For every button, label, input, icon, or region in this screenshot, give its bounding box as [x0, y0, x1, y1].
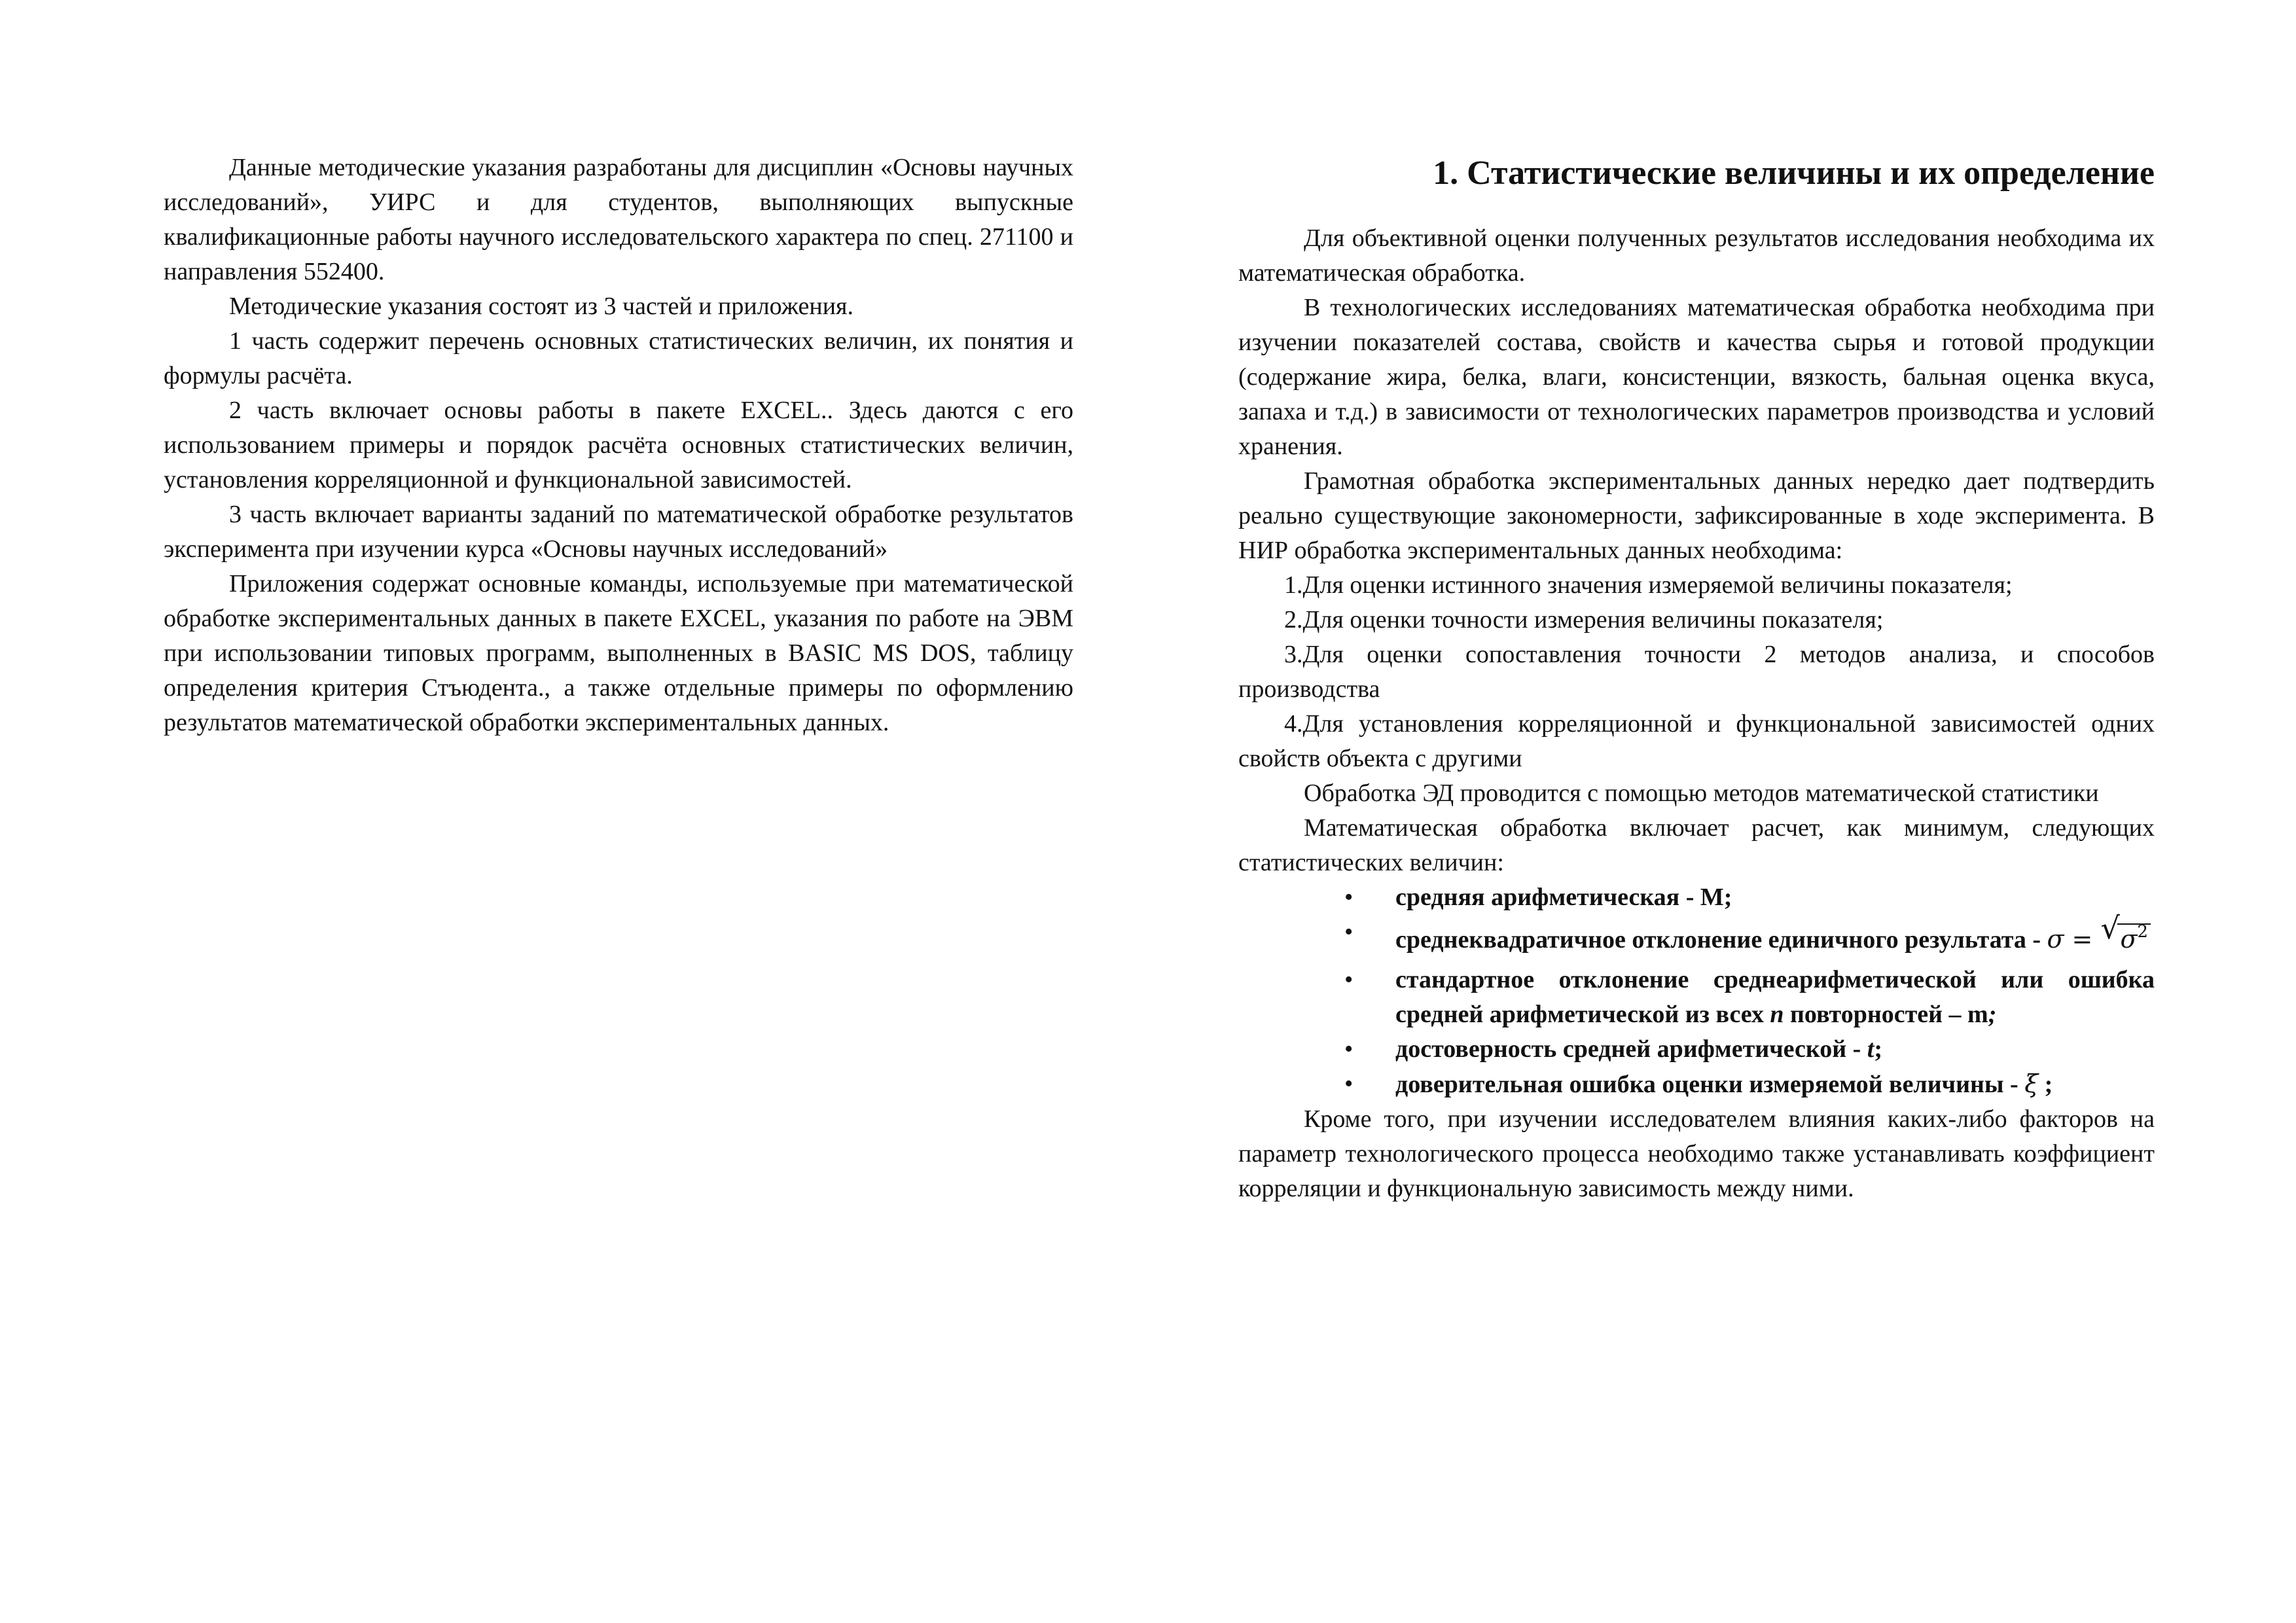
numbered-item-4: 4.Для установления корреляционной и функциональной зависимостей одних свойств объекта с другими: [1238, 710, 2155, 772]
left-paragraph-4: 2 часть включает основы работы в пакете EXCEL.. Здесь даются с его использованием примеры и порядок расчёта основных статистических величин, установления корреляционной и функциональной зависимостей.: [164, 397, 1073, 493]
intro-paragraph-1: Для объективной оценки полученных результатов исследования необходима их математическая обработка.: [1238, 224, 2155, 287]
left-paragraph-1: Данные методические указания разработаны для дисциплин «Основы научных исследований», УИРС и для студентов, выполняющих выпускные квалификационные работы научного исследовательского характера по спец. 271100 и направления 552400.: [164, 154, 1073, 285]
bullet-text-confidence-error: доверительная ошибка оценки измеряемой величины -: [1395, 1071, 2025, 1098]
bullet-dot-icon: •: [1344, 1035, 1354, 1063]
intro-paragraph-3: Грамотная обработка экспериментальных данных нередко дает подтвердить реально существующие закономерности, зафиксированные в ходе эксперимента. В НИР обработка экспериментальных данных необходима:: [1238, 467, 2155, 564]
numbered-item-3: 3.Для оценки сопоставления точности 2 методов анализа, и способов производства: [1238, 641, 2155, 703]
n-symbol: n: [1770, 1001, 1784, 1028]
bullet-text-reliability: достоверность средней арифметической -: [1395, 1035, 1867, 1063]
bullet-item-std-deviation: [1344, 910, 2155, 957]
statistics-bullet-list: [1238, 880, 2155, 1102]
bullet-text-standard-error-end: повторностей – m: [1784, 1001, 1988, 1028]
left-paragraph-3: 1 часть содержит перечень основных статистических величин, их понятия и формулы расчёта.: [164, 327, 1073, 389]
bullet-item-standard-error: [1344, 963, 2155, 1032]
xi-symbol: ξ: [2024, 1069, 2039, 1098]
numbered-item-2: 2.Для оценки точности измерения величины показателя;: [1284, 606, 1884, 633]
bullet-text-confidence-error-end: ;: [2038, 1071, 2053, 1098]
bullet-dot-icon: •: [1344, 1070, 1354, 1097]
left-paragraph-2: Методические указания состоят из 3 частей и приложения.: [229, 293, 854, 320]
bullet-text-mean: средняя арифметическая - М;: [1395, 883, 1732, 911]
calculation-paragraph: Математическая обработка включает расчет, как минимум, следующих статистических величин:: [1238, 814, 2155, 876]
section-heading: 1. Статистические величины и их определение: [1433, 154, 2155, 192]
bullet-item-confidence-error: [1344, 1067, 2155, 1102]
processing-paragraph: Обработка ЭД проводится с помощью методов математической статистики: [1304, 779, 2099, 807]
numbered-item-1: 1.Для оценки истинного значения измеряемой величины показателя;: [1284, 571, 2013, 599]
t-symbol: t: [1867, 1035, 1874, 1063]
bullet-dot-icon: •: [1344, 883, 1354, 911]
left-page: [164, 151, 1073, 740]
radicand-sigma: σ: [2120, 925, 2138, 954]
semicolon-italic: ;: [1988, 1001, 1997, 1028]
intro-paragraph-2: В технологических исследованиях математическая обработка необходима при изучении показателей состава, свойств и качества сырья и готовой продукции (содержание жира, белка, влаги, консистенции, вязкость, бальная оценка вкуса, запаха и т.д.) в зависимости от технологических параметров производства и условий хранения.: [1238, 294, 2155, 460]
sigma-formula-lhs: σ =: [2047, 925, 2101, 954]
left-paragraph-6: Приложения содержат основные команды, используемые при математической обработке экспериментальных данных в пакете EXCEL, указания по работе на ЭВМ при использовании типовых программ, выполненных в BASIC MS DOS, таблицу определения критерия Стъюдента., а также отдельные примеры по оформлению результатов математической обработки экспериментальных данных.: [164, 570, 1073, 736]
bullet-dot-icon: •: [1344, 918, 1354, 946]
radical-icon: √: [2100, 910, 2120, 946]
radicand: [2117, 923, 2151, 954]
bullet-text-standard-error: стандартное отклонение среднеарифметической или ошибка средней арифметической из всех: [1395, 966, 2155, 1028]
exponent: 2: [2137, 922, 2148, 942]
bullet-text-std-deviation: среднеквадратичное отклонение единичного результата -: [1395, 926, 2047, 954]
bullet-item-mean: [1344, 880, 2155, 915]
sigma-formula: [2047, 910, 2151, 954]
bullet-text-reliability-end: ;: [1874, 1035, 1883, 1063]
square-root-symbol: [2100, 910, 2151, 957]
left-paragraph-5: 3 часть включает варианты заданий по математической обработке результатов эксперимента при изучении курса «Основы научных исследований»: [164, 501, 1073, 563]
bullet-dot-icon: •: [1344, 966, 1354, 993]
right-page: [1238, 151, 2155, 1206]
closing-paragraph: Кроме того, при изучении исследователем влияния каких-либо факторов на параметр технологического процесса необходимо также устанавливать коэффициент корреляции и функциональную зависимость между ними.: [1238, 1105, 2155, 1202]
bullet-item-reliability: [1344, 1032, 2155, 1067]
